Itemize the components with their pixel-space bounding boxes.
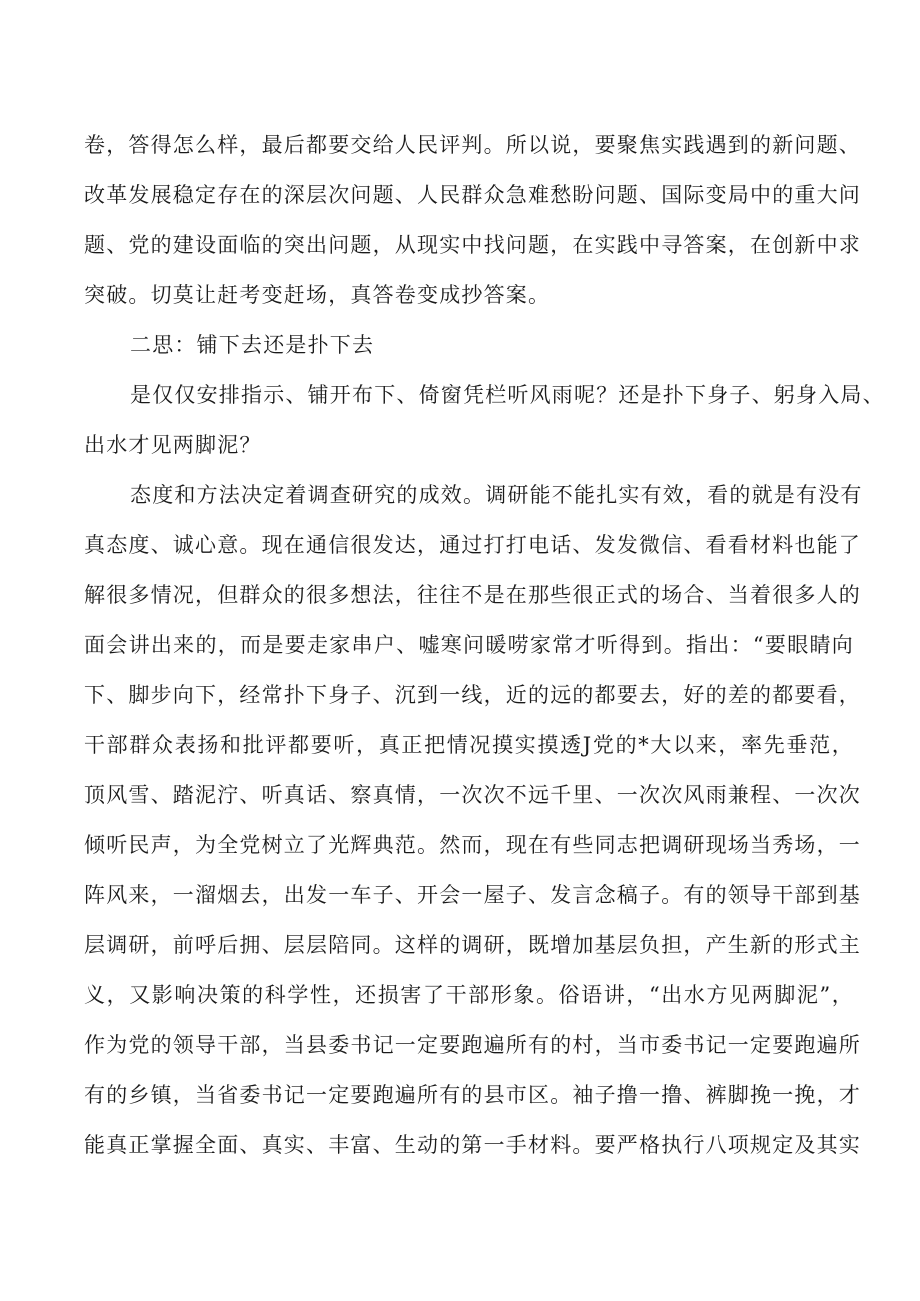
paragraph-line: 倾听民声，为全党树立了光辉典范。然而，现在有些同志把调研现场当秀场，一 — [84, 833, 861, 857]
paragraph-line: 出水才见两脚泥？ — [84, 433, 262, 457]
paragraph-line: 能真正掌握全面、真实、丰富、生动的第一手材料。要严格执行八项规定及其实 — [84, 1133, 861, 1157]
paragraph-line: 解很多情况，但群众的很多想法，往往不是在那些很正式的场合、当着很多人的 — [84, 583, 861, 607]
paragraph-line: 卷，答得怎么样，最后都要交给人民评判。所以说，要聚焦实践遇到的新问题、 — [84, 133, 861, 157]
paragraph-line: 顶风雪、踏泥泞、听真话、察真情，一次次不远千里、一次次风雨兼程、一次次 — [84, 783, 861, 807]
paragraph-line: 阵风来，一溜烟去，出发一车子、开会一屋子、发言念稿子。有的领导干部到基 — [84, 883, 861, 907]
document-page — [84, 120, 885, 1170]
paragraph-line: 层调研，前呼后拥、层层陪同。这样的调研，既增加基层负担，产生新的形式主 — [84, 933, 861, 957]
paragraph-line: 干部群众表扬和批评都要听，真正把情况摸实摸透J党的*大以来，率先垂范， — [84, 733, 854, 757]
paragraph-line: 义，又影响决策的科学性，还损害了干部形象。俗语讲，“出水方见两脚泥”， — [84, 983, 854, 1007]
paragraph-line: 突破。切莫让赶考变赶场，真答卷变成抄答案。 — [84, 283, 551, 307]
section-heading: 二思：铺下去还是扑下去 — [130, 333, 375, 357]
paragraph-line: 改革发展稳定存在的深层次问题、人民群众急难愁盼问题、国际变局中的重大问 — [84, 183, 861, 207]
paragraph-line: 下、脚步向下，经常扑下身子、沉到一线，近的远的都要去，好的差的都要看， — [84, 683, 861, 707]
paragraph-line: 有的乡镇，当省委书记一定要跑遍所有的县市区。袖子撸一撸、裤脚挽一挽，才 — [84, 1083, 861, 1107]
paragraph-line: 作为党的领导干部，当县委书记一定要跑遍所有的村，当市委书记一定要跑遍所 — [84, 1033, 861, 1057]
paragraph-line: 题、党的建设面临的突出问题，从现实中找问题，在实践中寻答案，在创新中求 — [84, 233, 861, 257]
paragraph-line: 面会讲出来的，而是要走家串户、嘘寒问暖唠家常才听得到。指出：“要眼睛向 — [84, 633, 854, 657]
paragraph-line: 是仅仅安排指示、铺开布下、倚窗凭栏听风雨呢？还是扑下身子、躬身入局、 — [130, 383, 885, 407]
paragraph-line: 真态度、诚心意。现在通信很发达，通过打打电话、发发微信、看看材料也能了 — [84, 533, 861, 557]
paragraph-line: 态度和方法决定着调查研究的成效。调研能不能扎实有效，看的就是有没有 — [130, 483, 863, 507]
